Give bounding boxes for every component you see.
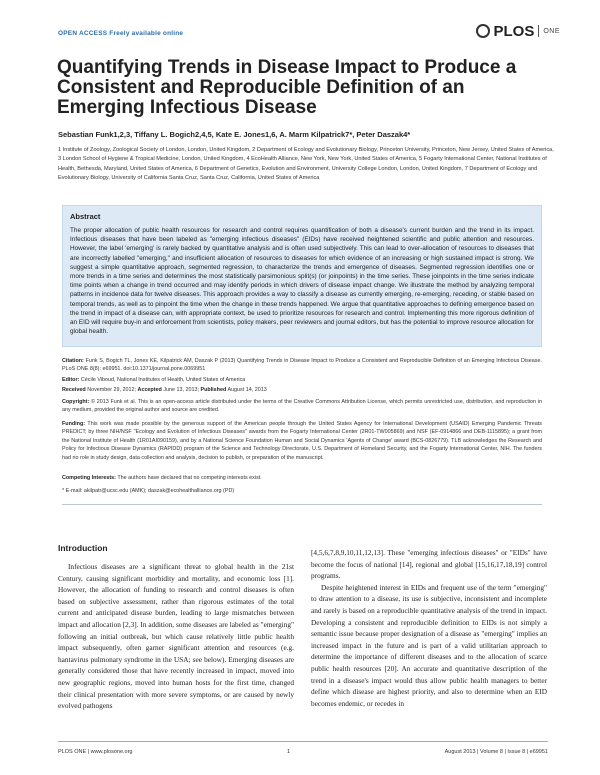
citation-line xyxy=(62,357,542,374)
accepted-date: June 13, 2013; xyxy=(163,387,199,393)
citation-label: Citation: xyxy=(62,358,84,364)
footer-journal[interactable]: PLOS ONE | www.plosone.org xyxy=(58,749,133,755)
intro-paragraph-1: Infectious diseases are a significant threat to global health in the 21st Century, causing significant morbidity and mortality, and economic loss [1]. However, the allocation of funding to research and control diseases is often based on subjective assessment, rather than rigorous estimates of the total current and anticipated disease burden, leading to large mismatches between impact and allocation [2,3]. In addition, some diseases are labeled as "emerging" following an initial outbreak, but which cause relatively little public health impact subsequently, often garner significant attention and resources (e.g. hantavirus pulmonary syndrome in the USA; see below). Emerging diseases are generally considered those that have recently increased in impact, moved into new geographic regions, moved into human hosts for the first time, changed their clinical presentation with more severe symptoms, or are caused by newly evolved pathogens xyxy=(58,562,294,711)
body-column-right xyxy=(311,547,547,709)
editor-text: Cécile Viboud, National Institutes of Health, United States of America xyxy=(80,377,246,383)
citation-text: Funk S, Bogich TL, Jones KE, Kilpatrick AM, Daszak P (2013) Quantifying Trends in Disease Impact to Produce a Consistent and Reproducible Definition of an Emerging Infectious Disease. PLoS ONE 8(8): e69951. doi:10.1371/journal.pone.0069951 xyxy=(62,358,542,373)
introduction-heading: Introduction xyxy=(58,543,108,553)
funding-label: Funding: xyxy=(62,421,86,427)
abstract-heading: Abstract xyxy=(70,212,101,221)
logo-journal: ONE xyxy=(543,27,560,35)
abstract-box xyxy=(62,205,542,347)
published-label: Published xyxy=(200,387,227,393)
email-line xyxy=(62,487,542,495)
accepted-label: Accepted xyxy=(137,387,162,393)
footer-page-number: 1 xyxy=(287,749,291,755)
affiliations: 1 Institute of Zoology, Zoological Society of London, London, United Kingdom, 2 Department of Ecology and Evolutionary Biology, Princeton University, Princeton, New Jersey, United States of America, 3 London School of Hygiene & Tropical Medicine, London, United Kingdom, 4 EcoHealth Alliance, New York, New York, United States of America, 5 Fogarty International Center, National Institutes of Health, Bethesda, Maryland, United States of America, 6 Department of Genetics, Evolution and Environment, University College London, London, United Kingdom, 7 Department of Ecology and Evolutionary Biology, University of California Santa Cruz, Santa Cruz, California, United States of America xyxy=(58,147,554,181)
copyright-line xyxy=(62,398,542,415)
received-date: November 29, 2012; xyxy=(87,387,137,393)
logo-divider xyxy=(538,25,539,37)
page-footer xyxy=(58,741,548,758)
editor-label: Editor: xyxy=(62,377,80,383)
open-access-banner: OPEN ACCESS Freely available online xyxy=(58,30,184,37)
copyright-label: Copyright: xyxy=(62,399,90,405)
editor-line xyxy=(62,376,542,384)
logo-text: PLOS xyxy=(493,22,535,40)
funding-text: This work was made possible by the generous support of the American people through the United States Agency for International Development (USAID) Emerging Pandemic Threats PREDICT; by three NIH/NSF "Ecology and Evolution of Infectious Diseases" awards from the Fogarty International Center (2R01-TW005869) and NSF (EF-0914866 and DEB-1115895); a grant from the National Institute of Health (1R01AI090159), and by a National Science Foundation Human and Social Dynamics 'Agents of Change' award (BCS-0826779). TLB acknowledges the Research and Policy for Infectious Disease Dynamics (RAPIDD) program of the Science and Technology Directorate, U.S. Department of Homeland Security, and the Fogarty International Center, NIH. The funders had no role in study design, data collection and analysis, decision to publish, or preparation of the manuscript. xyxy=(62,421,542,461)
meta-divider xyxy=(62,504,542,505)
plos-one-logo xyxy=(476,22,560,40)
author-list: Sebastian Funk1,2,3, Tiffany L. Bogich2,4,5, Kate E. Jones1,6, A. Marm Kilpatrick7*, Peter Daszak4* xyxy=(58,130,411,139)
published-date: August 14, 2013 xyxy=(227,387,267,393)
plos-logo-icon xyxy=(476,24,490,38)
competing-interests-line xyxy=(62,474,542,482)
article-title: Quantifying Trends in Disease Impact to Produce a Consistent and Reproducible Definition of an Emerging Infectious Disease xyxy=(57,57,517,118)
email-text[interactable]: * E-mail: akilpatr@ucsc.edu (AMK); daszak@ecohealthalliance.org (PD) xyxy=(62,488,235,494)
funding-line xyxy=(62,420,542,462)
copyright-text: © 2013 Funk et al. This is an open-access article distributed under the terms of the Creative Commons Attribution License, which permits unrestricted use, distribution, and reproduction in any medium, provided the original author and source are credited. xyxy=(62,399,542,414)
footer-issue: August 2013 | Volume 8 | Issue 8 | e69951 xyxy=(444,749,548,755)
competing-label: Competing Interests: xyxy=(62,475,116,481)
body-column-left xyxy=(58,561,294,712)
intro-paragraph-continued: [4,5,6,7,8,9,10,11,12,13]. These "emerging infectious diseases" or "EIDs" have become the focus of national [14], regional and global [15,16,17,18,19] control programs. xyxy=(311,548,547,581)
intro-paragraph-2: Despite heightened interest in EIDs and frequent use of the term "emerging" to draw attention to a disease, its use is subjective, inconsistent and incomplete and rarely is based on a reproducible quantitative analysis of the trend in impact. Developing a consistent and reproducible definition to EIDs is not simply a semantic issue because proper designation of a disease as "emerging" implies an increased impact in the future and is part of a valid utilitarian approach to determine the importance of different diseases and to the allocation of scarce public health resources [20]. An accurate and quantitative description of the trend in a disease's impact would thus allow public health managers to better define which disease are highest priority, and also to determine when an EID becomes endemic, or recedes in xyxy=(311,582,547,708)
received-label: Received xyxy=(62,387,86,393)
competing-text: The authors have declared that no competing interests exist. xyxy=(117,475,262,481)
abstract-text: The proper allocation of public health resources for research and control requires quantification of both a disease's current burden and the trend in its impact. Infectious diseases that have been labeled as "emerging infectious diseases" (EIDs) have received heightened scientific and public attention and resources. However, the label 'emerging' is rarely backed by quantitative analysis and is often used subjectively. This can lead to over-allocation of resources to diseases that are incorrectly labelled "emerging," and insufficient allocation of resources to diseases for which evidence of an increasing or high sustained impact is strong. We suggest a simple quantitative approach, segmented regression, to characterize the trends and emergence of diseases. Segmented regression identifies one or more trends in a time series and determines the most statistically parsimonious split(s) (or joinpoints) in the time series. These joinpoints in the time series indicate time points when a change in trend occurred and may identify periods in which drivers of disease impact change. We illustrate the method by analyzing temporal patterns in incidence data for twelve diseases. This approach provides a way to classify a disease as currently emerging, re-emerging, receding, or stable based on temporal trends, as well as to pinpoint the time when the change in these trends happened. We argue that quantitative approaches to defining emergence based on the trend in impact of a disease can, with appropriate context, be used to prioritize resources for research and control. Implementing this more rigorous definition of an EID will require buy-in and enforcement from scientists, policy makers, peer reviewers and journal editors, but has the potential to improve resource allocation for global health. xyxy=(70,227,534,336)
dates-line xyxy=(62,386,542,394)
